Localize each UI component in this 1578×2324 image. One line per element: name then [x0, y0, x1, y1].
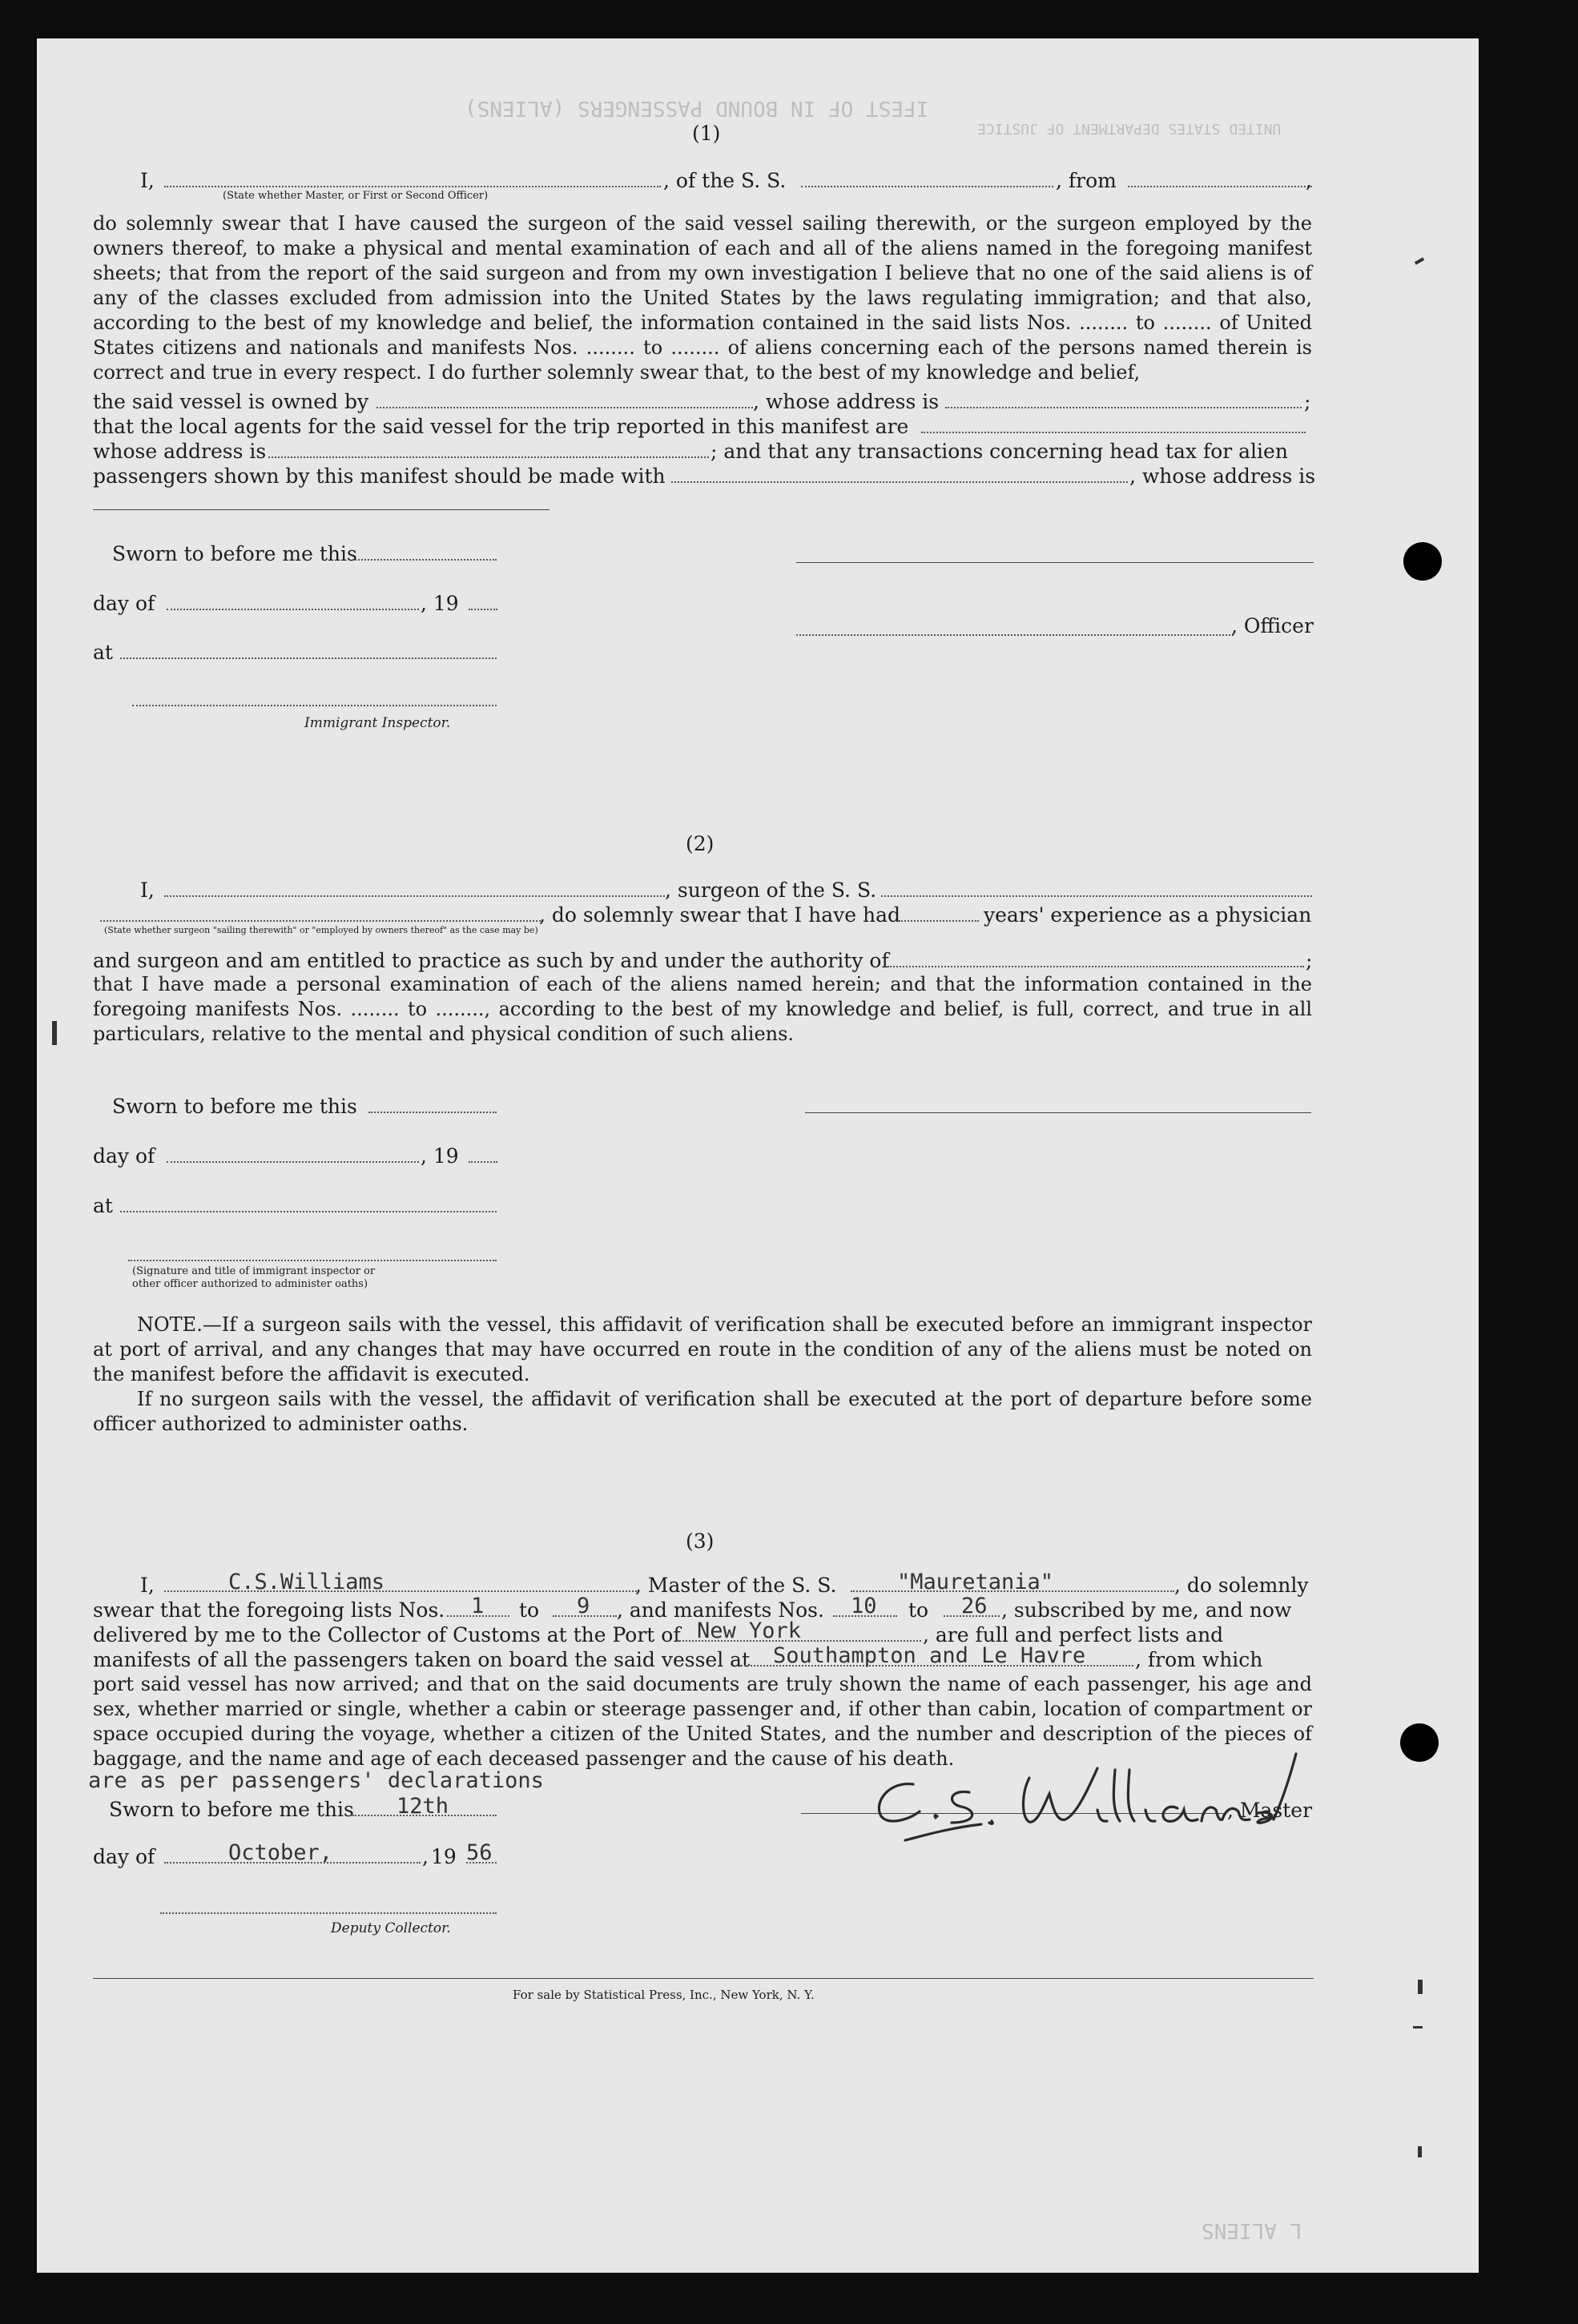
surgeon-note: (State whether surgeon "sailing therewith" or "employed by owners thereof" as the case may be) — [104, 925, 538, 935]
day-of-label-2: day of — [93, 1144, 155, 1168]
scan-mark — [1413, 2026, 1423, 2028]
section-2-number: (2) — [686, 832, 715, 855]
inspector-signature-field[interactable] — [132, 705, 497, 706]
sig-note-1: (Signature and title of immigrant inspector or — [132, 1265, 376, 1277]
year-field-1[interactable] — [469, 609, 497, 610]
section-1-paragraph: do solemnly swear that I have caused the surgeon of the said vessel sailing therewith, or the surgeon employed by the owners thereof, to make a physical and mental examination of each and all of the aliens named in the foregoing manifest sheets; that from the report of the said surgeon and from my own investigation I believe that no one of the said aliens is of any of the classes excluded from admission into the United States by the laws regulating immigration; and that also, according to the best of my knowledge and belief, the information contained in the said lists Nos. ........ to ........ of United States citizens and nationals and manifests Nos. ........ to ........ of aliens concerning each of the persons named therein is correct and true in every respect. I do further solemnly swear that, to the best of my knowledge and belief, — [93, 212, 1312, 384]
departure-ports: Southampton and Le Havre — [773, 1643, 1086, 1668]
agents-field[interactable] — [921, 432, 1306, 433]
whose-address-label-3: , whose address is — [1129, 464, 1316, 488]
year-prefix: 19 — [431, 1845, 457, 1868]
local-agents-label: that the local agents for the said vessel for the trip reported in this manifest are — [93, 415, 909, 438]
comma: , — [422, 1845, 429, 1868]
whose-address-label-2: whose address is — [93, 440, 267, 463]
passengers-shown-label: passengers shown by this manifest should be made with — [93, 464, 666, 488]
surgeon-name-field[interactable] — [164, 895, 665, 897]
year-label-2: , 19 — [421, 1144, 459, 1168]
section-3-i: I, — [140, 1574, 155, 1597]
section-2-i: I, — [140, 879, 155, 902]
sworn-label-3: Sworn to before me this — [109, 1798, 354, 1821]
footer-rule — [93, 1978, 1314, 1979]
to-label-1: to — [519, 1598, 540, 1622]
full-lists-label: , are full and perfect lists and — [923, 1623, 1224, 1647]
day-field-1[interactable] — [167, 609, 419, 610]
note-text: —If a surgeon sails with the vessel, this affidavit of verification shall be executed before an immigrant inspector at port of arrival, and any changes that may have occurred en route in the condition of any of the aliens must be noted on the manifest before the affidavit is executed. — [93, 1313, 1312, 1385]
sworn-field-2[interactable] — [368, 1112, 497, 1113]
head-tax-field[interactable] — [671, 481, 1128, 483]
ship-field-2[interactable] — [881, 895, 1312, 897]
sworn-day: 12th — [397, 1794, 449, 1819]
sworn-field-1[interactable] — [352, 559, 497, 561]
owner-field[interactable] — [376, 407, 753, 408]
to-label-2: to — [908, 1598, 929, 1622]
of-ss-label: , of the S. S. — [663, 169, 787, 192]
agents-address-field[interactable] — [268, 456, 709, 458]
swear-label: , do solemnly swear that I have had — [539, 903, 901, 927]
semicolon: ; — [1306, 949, 1313, 972]
experience-label: years' experience as a physician — [984, 903, 1312, 927]
immigrant-inspector-label: Immigrant Inspector. — [304, 715, 451, 731]
owner-address-field[interactable] — [945, 407, 1302, 408]
scan-mark — [1418, 1980, 1423, 1994]
note-paragraph — [93, 1313, 1312, 1389]
at-label-1: at — [93, 641, 113, 664]
surgeon-type-field[interactable] — [100, 920, 541, 922]
list-from: 1 — [471, 1594, 485, 1618]
master-name: C.S.Williams — [228, 1570, 385, 1594]
note-paragraph-2: If no surgeon sails with the vessel, the affidavit of verification shall be executed at the port of departure before some officer authorized to administer oaths. — [93, 1388, 1312, 1435]
port: New York — [697, 1618, 802, 1643]
surgeon-of-label: , surgeon of the S. S. — [665, 879, 877, 902]
section-3-number: (3) — [686, 1530, 715, 1553]
ship-name: "Mauretania" — [897, 1570, 1054, 1594]
bleed-through: L ALIENS — [1202, 2218, 1302, 2242]
surgeon-signature-line[interactable] — [805, 1112, 1311, 1113]
at-field-2[interactable] — [120, 1211, 497, 1212]
rule-section-1 — [93, 509, 549, 510]
year-label-1: , 19 — [421, 592, 459, 615]
bleed-through: UNITED STATES DEPARTMENT OF JUSTICE — [977, 120, 1282, 137]
punch-hole-top — [1403, 542, 1442, 581]
section-3-paragraph: port said vessel has now arrived; and that on the said documents are truly shown the name of each passenger, his age and sex, whether married or single, whether a cabin or steerage passenger and, if other than cabin, location of compartment or space occupied during the voyage, whether a citizen of the United States, and the number and description of the pieces of baggage, and the name and age of each deceased passenger and the cause of his death. — [93, 1673, 1312, 1770]
years-field[interactable] — [899, 920, 979, 922]
master-label: , Master — [1227, 1799, 1313, 1822]
note-label: NOTE. — [137, 1313, 203, 1336]
owned-by-label: the said vessel is owned by — [93, 390, 369, 413]
sworn-label-2: Sworn to before me this — [112, 1095, 357, 1118]
day-field-2[interactable] — [167, 1161, 419, 1163]
list-to: 9 — [577, 1594, 590, 1618]
sig-note-2: other officer authorized to administer oaths) — [132, 1278, 368, 1290]
semicolon: ; — [1304, 390, 1311, 413]
head-tax-label: ; and that any transactions concerning head tax for alien — [711, 440, 1288, 463]
master-signature — [857, 1746, 1306, 1842]
year-field-2[interactable] — [469, 1161, 497, 1163]
ship-field-1[interactable] — [801, 186, 1053, 187]
from-which-label: , from which — [1135, 1648, 1263, 1671]
manifests-all-label: manifests of all the passengers taken on board the said vessel at — [93, 1648, 751, 1671]
day-of-label-1: day of — [93, 592, 155, 615]
sig-field-2[interactable] — [128, 1260, 497, 1261]
officer-label: , Officer — [1231, 614, 1314, 637]
section-1-i: I, — [140, 169, 155, 192]
manifest-to: 26 — [961, 1594, 988, 1618]
day-of-label-3: day of — [93, 1845, 155, 1868]
authority-field[interactable] — [888, 966, 1304, 967]
master-of-label: , Master of the S. S. — [635, 1574, 837, 1597]
deputy-signature-field[interactable] — [160, 1912, 497, 1914]
officer-note: (State whether Master, or First or Second Officer) — [223, 190, 489, 202]
manifest-from: 10 — [851, 1594, 877, 1618]
month: October, — [228, 1840, 333, 1865]
officer-signature-line[interactable] — [796, 562, 1314, 563]
from-field[interactable] — [1128, 186, 1312, 187]
punch-hole-bottom — [1400, 1723, 1439, 1762]
deputy-collector-label: Deputy Collector. — [331, 1920, 451, 1936]
year-suffix: 56 — [466, 1840, 493, 1865]
authority-label: and surgeon and am entitled to practice as such by and under the authority of — [93, 949, 889, 972]
typed-addition: are as per passengers' declarations — [88, 1768, 544, 1793]
sworn-label-1: Sworn to before me this — [112, 542, 357, 565]
at-label-2: at — [93, 1194, 113, 1217]
scan-mark — [1418, 2146, 1422, 2157]
from-label: , from — [1056, 169, 1117, 192]
at-field-1[interactable] — [120, 657, 497, 659]
whose-address-label: , whose address is — [753, 390, 940, 413]
swear-lists-label: swear that the foregoing lists Nos. — [93, 1598, 445, 1622]
bleed-through: IFEST OF IN BOUND PASSENGERS (ALIENS) — [465, 96, 929, 120]
section-1-number: (1) — [692, 122, 721, 145]
officer-name-field[interactable] — [796, 634, 1234, 636]
footer-text: For sale by Statistical Press, Inc., New York, N. Y. — [513, 1988, 815, 2002]
section-2-paragraph: that I have made a personal examination of each of the aliens named herein; and that the information contained in the foregoing manifests Nos. ........ to ........, according to the best of my knowledge and belief, is full, correct, and true in all particulars, relative to the mental and physical condition of such aliens. — [93, 973, 1312, 1045]
officer-field[interactable] — [164, 186, 661, 187]
delivered-label: delivered by me to the Collector of Customs at the Port of — [93, 1623, 681, 1647]
comma: , — [1306, 169, 1312, 192]
do-solemnly-label: , do solemnly — [1174, 1574, 1309, 1597]
and-manifests-label: , and manifests Nos. — [617, 1598, 824, 1622]
subscribed-label: , subscribed by me, and now — [1001, 1598, 1292, 1622]
scan-mark — [52, 1021, 57, 1045]
